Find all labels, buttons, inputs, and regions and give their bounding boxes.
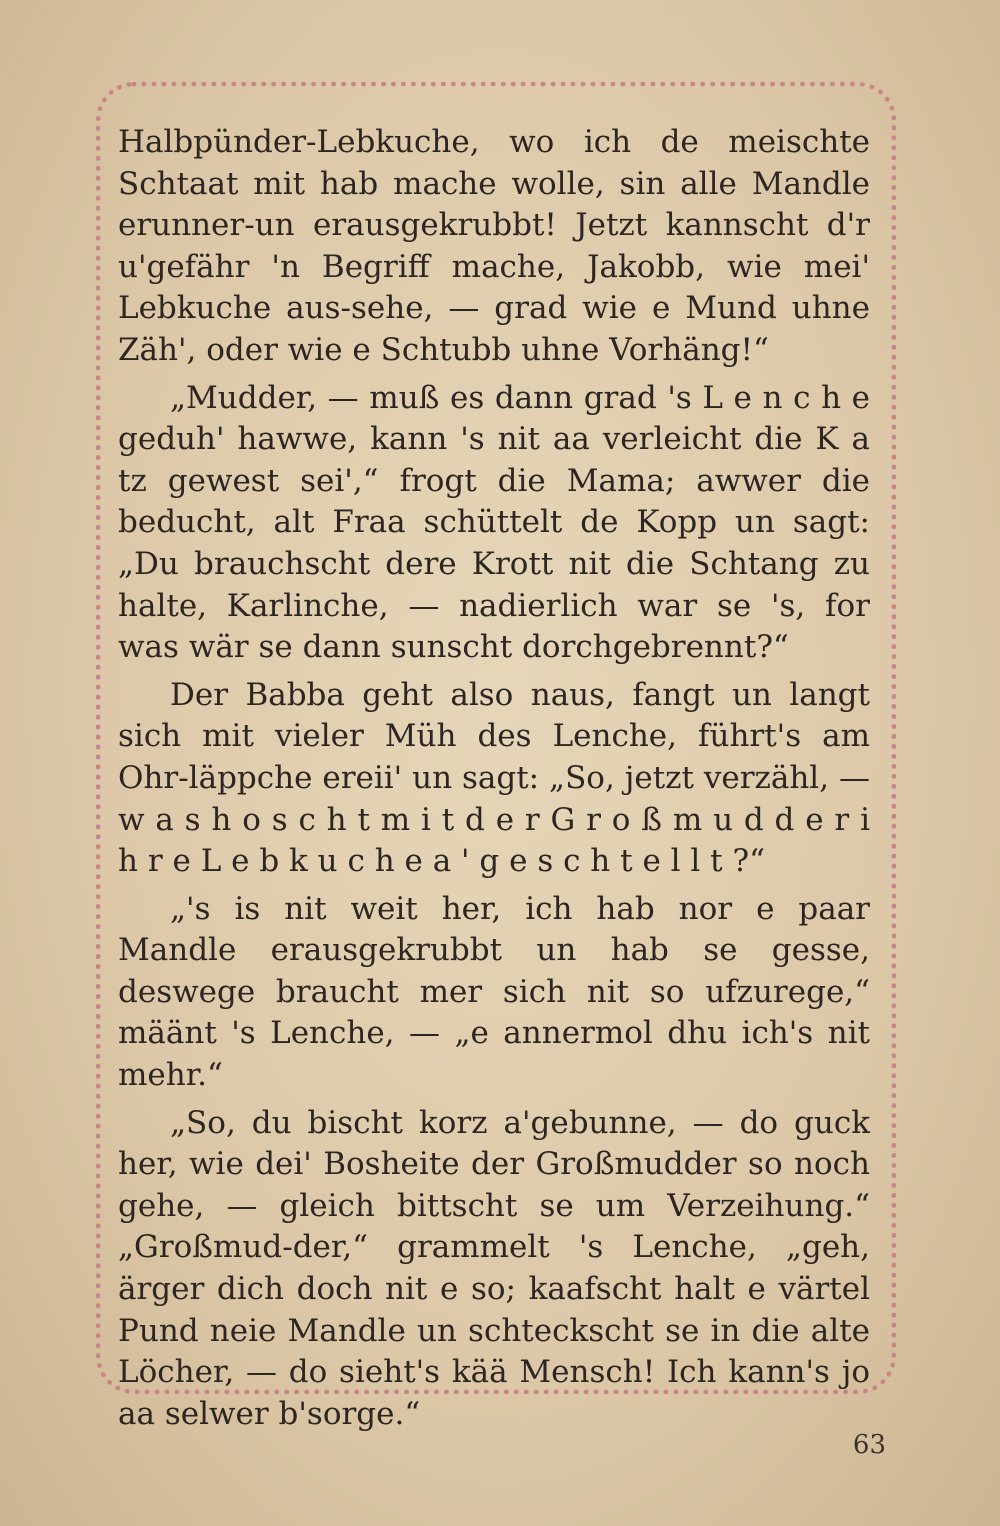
paragraph-1: Halbpünder-Lebkuche, wo ich de meischte Schtaat mit hab mache wolle, sin alle Mandle erunner-un erausgekrubbt! Jetzt kannscht d'r u'gefähr 'n Begriff mache, Jakobb, wie mei' Lebkuche aus-sehe, — grad wie e Mund uhne Zäh', oder wie e Schtubb uhne Vorhäng!“ (118, 124, 870, 368)
paragraph-3: Der Babba geht also naus, fangt un langt sich mit vieler Müh des Lenche, führt's am Ohr-läppche ereii' un sagt: „So, jetzt verzähl, — w a s h o s c h t m i t d e r G r o ß m u d d e r i h r e L e b k u c h e a ' g e s c h t e l l t ?“ (118, 676, 870, 880)
paragraph-2: „Mudder, — muß es dann grad 's L e n c h e geduh' hawwe, kann 's nit aa verleicht die K a tz gewest sei',“ frogt die Mama; awwer die beducht, alt Fraa schüttelt de Kopp un sagt: „Du brauchscht dere Krott nit die Schtang zu halte, Karlinche, — nadierlich war se 's, for was wär se dann sunscht dorchgebrennt?“ (118, 379, 870, 666)
paragraph-5: „So, du bischt korz a'gebunne, — do guck her, wie dei' Bosheite der Großmudder so noch gehe, — gleich bittscht se um Verzeihung.“ „Großmud-der,“ grammelt 's Lenche, „geh, ärger dich doch nit e so; kaafscht halt e värtel Pund neie Mandle un schteckscht se in die alte Löcher, — do sieht's kää Mensch! Ich kann's jo aa selwer b'sorge.“ (118, 1104, 870, 1432)
paragraph-4: „'s is nit weit her, ich hab nor e paar Mandle erausgekrubbt un hab se gesse, deswege braucht mer sich nit so ufzurege,“ määnt 's Lenche, — „e annermol dhu ich's nit mehr.“ (118, 890, 870, 1094)
text-block (118, 122, 870, 1432)
page-number: 63 (852, 1430, 886, 1460)
